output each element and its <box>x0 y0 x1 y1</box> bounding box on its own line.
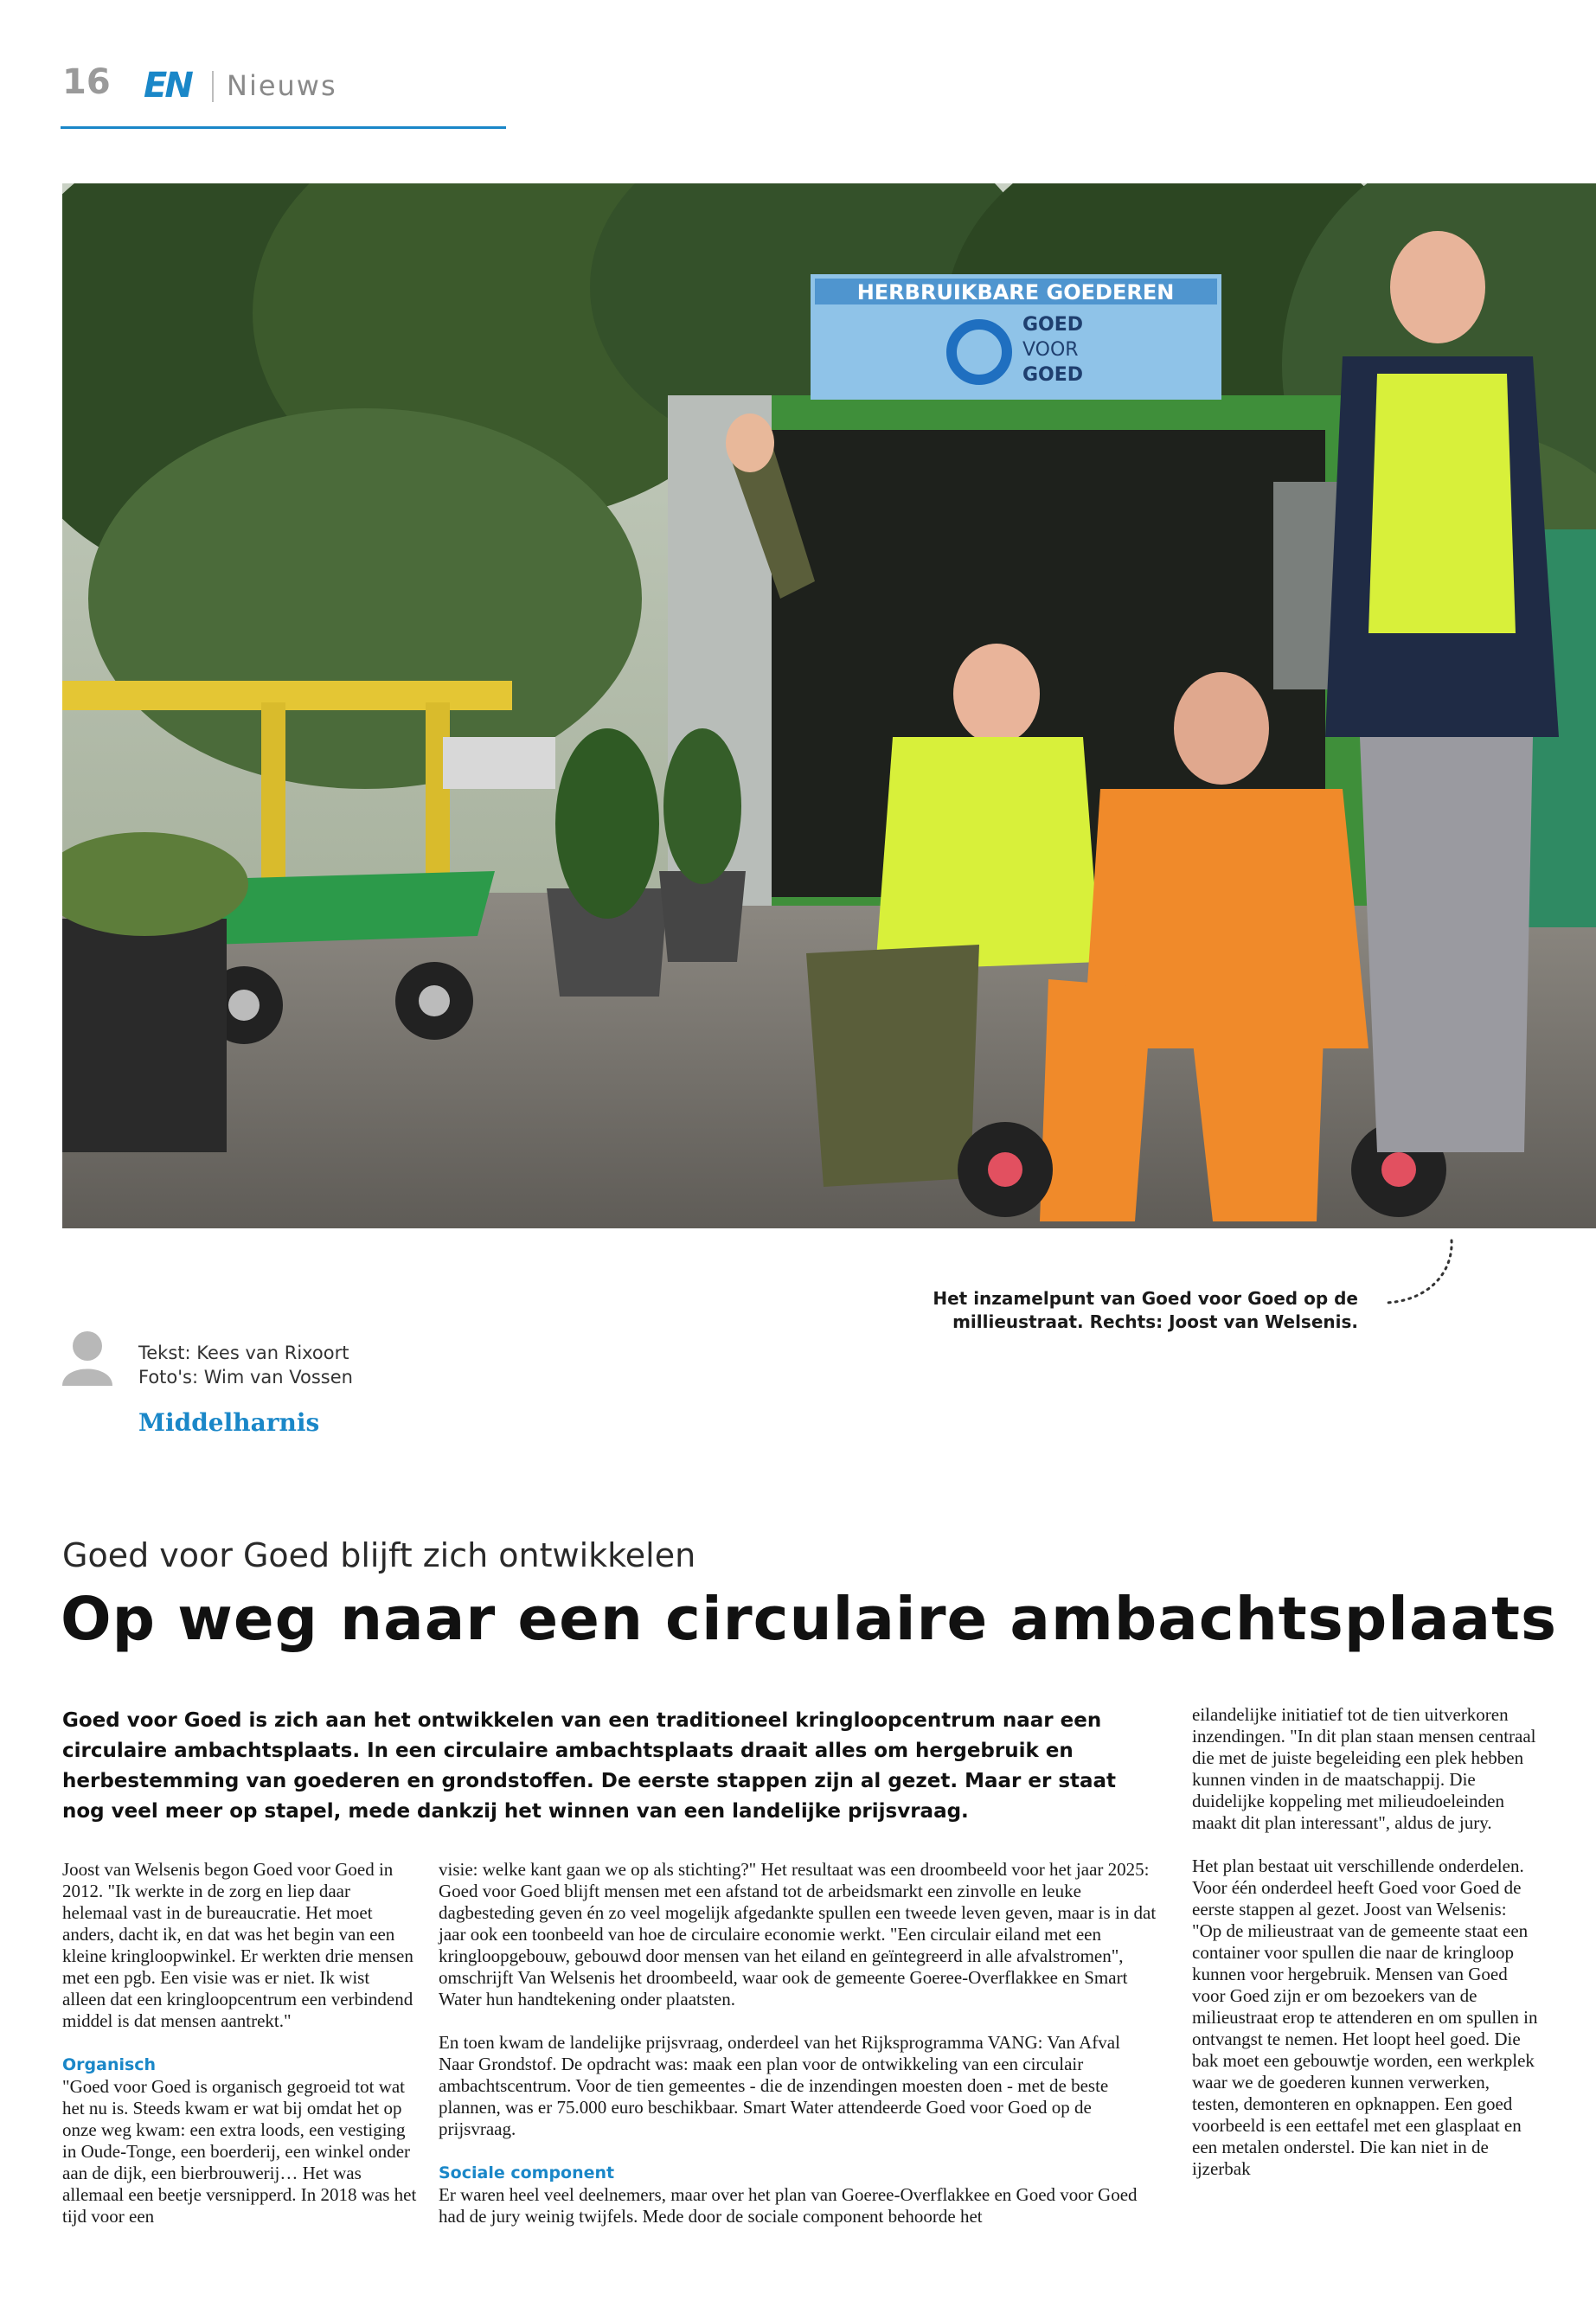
paragraph: visie: welke kant gaan we op als stichting?" Het resultaat was een droombeeld voor het jaar 2025: Goed voor Goed blijft mensen met een afstand tot de arbeidsmarkt een zinvolle en leuke dagbesteding geven én zo veel mogelijk afgedankte spullen een tweede leven geven, maar is in dat jaar ook een toonbeeld van hoe de circulaire economie werkt. "Een circulair eiland met een kringloopgebouw, gebouwd door mensen van het eiland en geïntegreerd in alle afvalstromen", omschrijft Van Welsenis het droombeeld, waar ook de gemeente Goeree-Overflakkee en Smart Water hun handtekening onder plaatsten. <box>439 1859 1157 2009</box>
paragraph: Er waren heel veel deelnemers, maar over het plan van Goeree-Overflakkee en Goed voor Goed had de jury weinig twijfels. Mede door de sociale component behoorde het <box>439 2184 1138 2227</box>
paragraph: Het plan bestaat uit verschillende onderdelen. Voor één onderdeel heeft Goed voor Goed de eerste stappen al gezet. Joost van Welsenis: "Op de milieustraat van de gemeente staat een container voor spullen die naar de kringloop kunnen voor hergebruik. Mensen van Goed voor Goed zijn er om bezoekers van de milieustraat erop te attenderen en om spullen in ontvangst te nemen. Het loopt heel goed. Die bak moet een gebouwtje worden, een werkplek waar we de goederen kunnen verwerken, testen, demonteren en opknappen. Een goed voorbeeld is een eettafel met een glasplaat en een metalen onderstel. Die kan niet in de ijzerbak <box>1192 1856 1538 2179</box>
paragraph: "Goed voor Goed is organisch gegroeid tot wat het nu is. Steeds kwam er wat bij omdat het op onze weg kwam: een extra loods, een vestiging in Oude-Tonge, een boerderij, een winkel onder aan de dijk, een bierbrouwerij… Het was allemaal een beetje versnipperd. In 2018 was het tijd voor een <box>62 2076 417 2227</box>
publication-logo: EN <box>144 66 191 106</box>
herbruikbare-goederen-sign <box>811 274 1221 400</box>
subhead-sociale-component: Sociale component <box>439 2163 615 2182</box>
location-label: Middelharnis <box>138 1408 320 1437</box>
article-headline: Op weg naar een circulaire ambachtsplaats <box>61 1585 1558 1654</box>
article-photo <box>62 183 1596 1228</box>
header-rule <box>61 126 506 129</box>
paragraph: Joost van Welsenis begon Goed voor Goed in 2012. "Ik werkte in de zorg en liep daar helemaal vast in de bureaucratie. Het moet anders, dacht ik, en dat was het begin van een kleine kringloopwinkel. Er werkten drie mensen met een pgb. Een visie was er niet. Ik wist alleen dat een kringloopcentrum een verbindend middel is dat mensen aantrekt." <box>62 1859 413 2031</box>
header-divider <box>212 71 214 102</box>
article-kicker: Goed voor Goed blijft zich ontwikkelen <box>62 1536 696 1574</box>
byline-photo: Foto's: Wim van Vossen <box>138 1367 353 1388</box>
photo-caption <box>779 1287 1358 1334</box>
article-column-2 <box>439 1859 1157 2227</box>
article-lead: Goed voor Goed is zich aan het ontwikkelen van een traditioneel kringloopcentrum naar een circulaire ambachtsplaats. In een circulaire ambachtsplaats draait alles om hergebruik en herbestemming van goederen en grondstoffen. De eerste stappen zijn al gezet. Maar er staat nog veel meer op stapel, mede dankzij het winnen van een landelijke prijsvraag. <box>62 1709 1117 1823</box>
author-icon <box>61 1329 114 1389</box>
paragraph: En toen kwam de landelijke prijsvraag, onderdeel van het Rijksprogramma VANG: Van Afval Naar Grondstof. De opdracht was: maak een plan voor de ontwikkeling van een circulair ambachtscentrum. Voor de tien gemeentes - die de inzendingen moesten doen - met de beste plannen, was er 75.000 euro beschikbaar. Smart Water attendeerde Goed voor Goed op de prijsvraag. <box>439 2032 1120 2139</box>
caption-line-1: Het inzamelpunt van Goed voor Goed op de <box>933 1288 1358 1309</box>
page-number: 16 <box>62 62 111 102</box>
sign-title: HERBRUIKBARE GOEDEREN <box>856 280 1175 304</box>
sign-line-3: GOED <box>1022 364 1084 386</box>
article-column-3 <box>1192 1704 1538 2180</box>
byline-text: Tekst: Kees van Rixoort <box>138 1343 349 1363</box>
subhead-organisch: Organisch <box>62 2055 157 2074</box>
sign-line-2: VOOR <box>1022 339 1079 361</box>
section-label: Nieuws <box>227 69 337 102</box>
sign-line-1: GOED <box>1022 314 1084 336</box>
article-column-1 <box>62 1859 417 2227</box>
paragraph: eilandelijke initiatief tot de tien uitverkoren inzendingen. "In dit plan staan mensen centraal die met de juiste begeleiding een plek hebben kunnen vinden in de maatschappij. Die duidelijke koppeling met milieudoeleinden maakt dit plan interessant", aldus de jury. <box>1192 1704 1536 1833</box>
caption-line-2: millieustraat. Rechts: Joost van Welsenis. <box>952 1311 1358 1332</box>
caption-arrow-icon <box>1384 1239 1453 1311</box>
byline <box>138 1341 353 1389</box>
